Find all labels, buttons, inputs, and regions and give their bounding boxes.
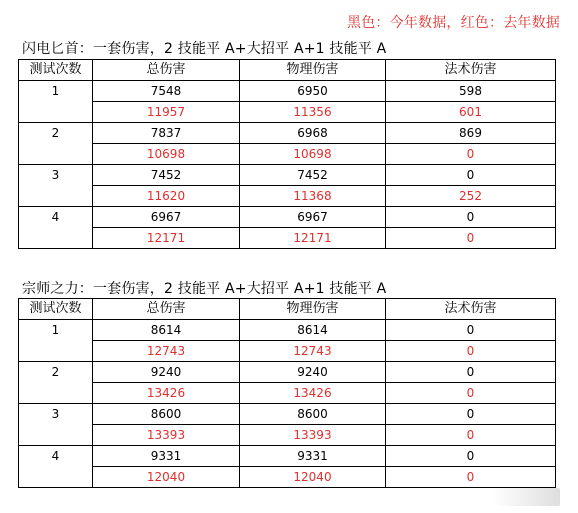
table-row bbox=[19, 123, 556, 144]
table-row bbox=[19, 425, 556, 446]
table-row bbox=[19, 186, 556, 207]
this-year-magic: 598 bbox=[386, 81, 556, 102]
table-row bbox=[19, 446, 556, 467]
last-year-magic: 252 bbox=[386, 186, 556, 207]
this-year-magic: 0 bbox=[386, 165, 556, 186]
damage-table-lightning-dagger bbox=[18, 59, 556, 249]
last-year-physical: 12171 bbox=[240, 228, 386, 249]
last-year-physical: 12040 bbox=[240, 467, 386, 488]
last-year-total: 12743 bbox=[93, 341, 240, 362]
last-year-total: 13426 bbox=[93, 383, 240, 404]
trial-number: 1 bbox=[19, 320, 93, 362]
header-row bbox=[19, 60, 556, 81]
this-year-total: 8600 bbox=[93, 404, 240, 425]
header-physical-damage: 物理伤害 bbox=[240, 299, 386, 320]
table-row bbox=[19, 383, 556, 404]
last-year-magic: 0 bbox=[386, 144, 556, 165]
this-year-magic: 0 bbox=[386, 362, 556, 383]
header-magic-damage: 法术伤害 bbox=[386, 299, 556, 320]
last-year-total: 13393 bbox=[93, 425, 240, 446]
header-total-damage: 总伤害 bbox=[93, 60, 240, 81]
this-year-physical: 8614 bbox=[240, 320, 386, 341]
header-trial: 测试次数 bbox=[19, 60, 93, 81]
last-year-magic: 0 bbox=[386, 425, 556, 446]
table-row bbox=[19, 362, 556, 383]
table-row bbox=[19, 341, 556, 362]
trial-number: 3 bbox=[19, 165, 93, 207]
header-total-damage: 总伤害 bbox=[93, 299, 240, 320]
this-year-physical: 7452 bbox=[240, 165, 386, 186]
last-year-total: 11957 bbox=[93, 102, 240, 123]
this-year-total: 7548 bbox=[93, 81, 240, 102]
trial-number: 1 bbox=[19, 81, 93, 123]
table-row bbox=[19, 228, 556, 249]
table-row bbox=[19, 320, 556, 341]
this-year-physical: 8600 bbox=[240, 404, 386, 425]
last-year-total: 12171 bbox=[93, 228, 240, 249]
table-row bbox=[19, 467, 556, 488]
last-year-magic: 0 bbox=[386, 467, 556, 488]
this-year-total: 9331 bbox=[93, 446, 240, 467]
this-year-magic: 0 bbox=[386, 207, 556, 228]
table-row bbox=[19, 165, 556, 186]
last-year-total: 10698 bbox=[93, 144, 240, 165]
damage-table-master-power bbox=[18, 298, 556, 488]
trial-number: 2 bbox=[19, 362, 93, 404]
table-row bbox=[19, 404, 556, 425]
last-year-physical: 13426 bbox=[240, 383, 386, 404]
this-year-physical: 9240 bbox=[240, 362, 386, 383]
table-row bbox=[19, 81, 556, 102]
this-year-magic: 0 bbox=[386, 320, 556, 341]
color-legend: 黑色：今年数据，红色：去年数据 bbox=[347, 15, 560, 31]
this-year-total: 7452 bbox=[93, 165, 240, 186]
this-year-physical: 6967 bbox=[240, 207, 386, 228]
section-title-lightning-dagger: 闪电匕首：一套伤害，2 技能平 A+大招平 A+1 技能平 A bbox=[22, 41, 387, 57]
header-trial: 测试次数 bbox=[19, 299, 93, 320]
last-year-physical: 10698 bbox=[240, 144, 386, 165]
last-year-physical: 12743 bbox=[240, 341, 386, 362]
this-year-magic: 0 bbox=[386, 404, 556, 425]
table-row bbox=[19, 102, 556, 123]
last-year-total: 11620 bbox=[93, 186, 240, 207]
header-row bbox=[19, 299, 556, 320]
last-year-physical: 11356 bbox=[240, 102, 386, 123]
this-year-magic: 869 bbox=[386, 123, 556, 144]
this-year-total: 8614 bbox=[93, 320, 240, 341]
last-year-magic: 0 bbox=[386, 383, 556, 404]
table-row bbox=[19, 207, 556, 228]
trial-number: 4 bbox=[19, 207, 93, 249]
section-title-master-power: 宗师之力：一套伤害，2 技能平 A+大招平 A+1 技能平 A bbox=[22, 281, 387, 297]
trial-number: 4 bbox=[19, 446, 93, 488]
this-year-physical: 6968 bbox=[240, 123, 386, 144]
header-physical-damage: 物理伤害 bbox=[240, 60, 386, 81]
last-year-magic: 601 bbox=[386, 102, 556, 123]
last-year-magic: 0 bbox=[386, 341, 556, 362]
table-row bbox=[19, 144, 556, 165]
this-year-physical: 6950 bbox=[240, 81, 386, 102]
this-year-total: 6967 bbox=[93, 207, 240, 228]
this-year-total: 7837 bbox=[93, 123, 240, 144]
this-year-total: 9240 bbox=[93, 362, 240, 383]
watermark-image bbox=[492, 488, 560, 506]
last-year-physical: 11368 bbox=[240, 186, 386, 207]
trial-number: 3 bbox=[19, 404, 93, 446]
header-magic-damage: 法术伤害 bbox=[386, 60, 556, 81]
trial-number: 2 bbox=[19, 123, 93, 165]
last-year-magic: 0 bbox=[386, 228, 556, 249]
this-year-magic: 0 bbox=[386, 446, 556, 467]
this-year-physical: 9331 bbox=[240, 446, 386, 467]
last-year-total: 12040 bbox=[93, 467, 240, 488]
last-year-physical: 13393 bbox=[240, 425, 386, 446]
